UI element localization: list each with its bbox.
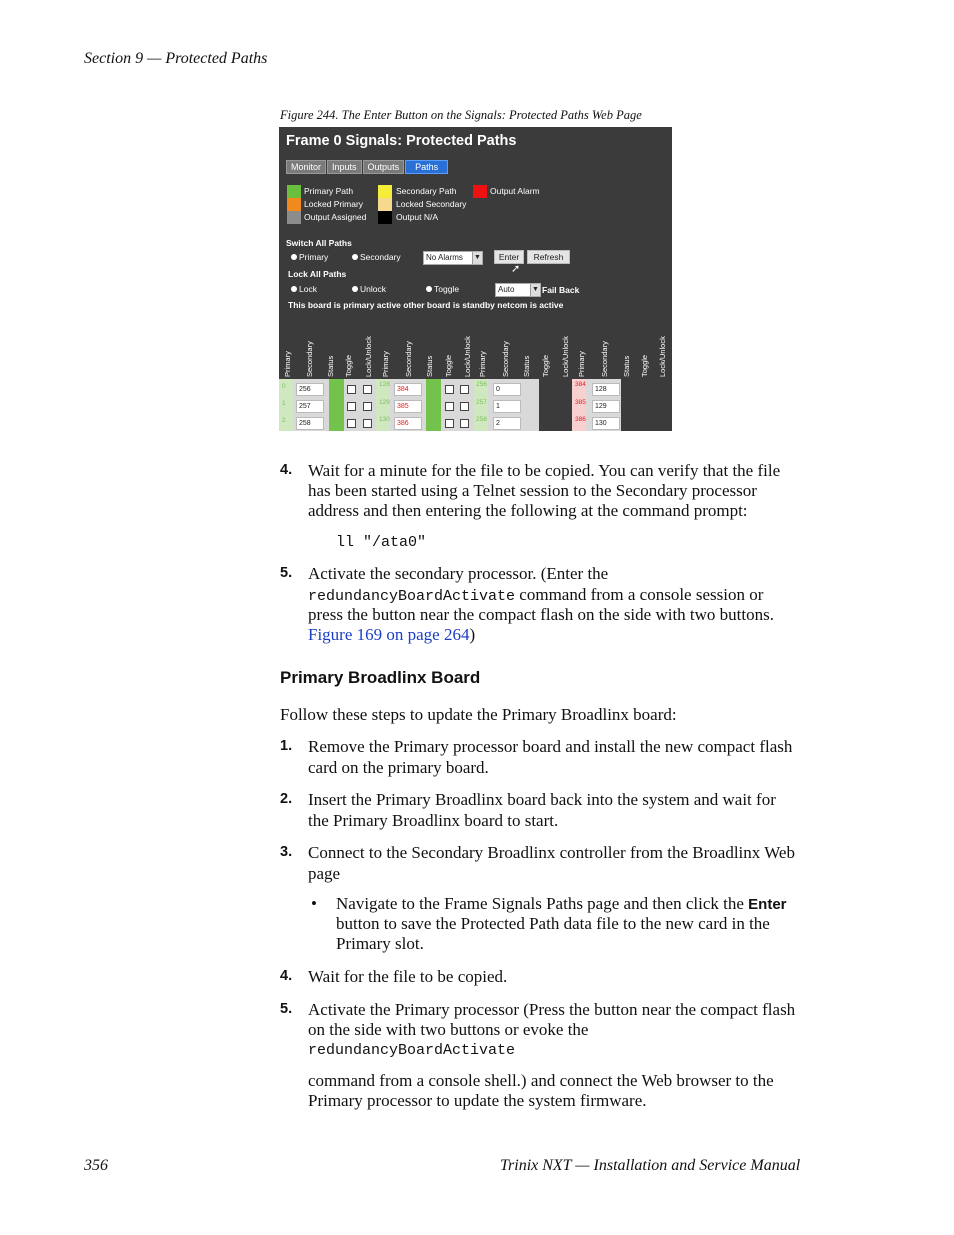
step-text: Connect to the Secondary Broadlinx controller from the Broadlinx Web — [308, 843, 795, 862]
status-text: This board is primary active other board is standby netcom is active — [288, 300, 564, 310]
col-toggle: Toggle — [640, 354, 649, 377]
path-input[interactable]: 0 — [493, 383, 521, 396]
failback-select[interactable]: Auto ▼ — [495, 283, 541, 297]
tab-paths[interactable]: Paths — [405, 160, 448, 174]
row-index: 256 — [476, 381, 487, 388]
step-text: redundancyBoardActivate command from a console session or — [308, 585, 764, 605]
legend-swatch-output-assigned — [287, 211, 301, 224]
status-green — [329, 379, 344, 431]
lock-checkbox[interactable] — [363, 385, 372, 394]
row-index: 384 — [575, 381, 586, 388]
path-input[interactable]: 258 — [296, 417, 324, 430]
command-line: ll "/ata0" — [336, 534, 427, 551]
col-status: Status — [622, 355, 631, 377]
row-index: 129 — [379, 399, 390, 406]
row-index: 1 — [282, 400, 286, 407]
step-text: Wait for the file to be copied. — [308, 967, 508, 986]
row-index: 257 — [476, 399, 487, 406]
col-lock-unlock: Lock/Unlock — [561, 336, 570, 377]
legend-label: Secondary Path — [396, 186, 457, 196]
row-index: 258 — [476, 416, 487, 423]
bullet-icon: • — [311, 894, 317, 913]
legend-swatch-output-na — [378, 211, 392, 224]
col-lock-unlock: Lock/Unlock — [364, 336, 373, 377]
grid-body — [279, 379, 672, 431]
running-header: Section 9 — Protected Paths — [84, 50, 268, 67]
step-number: 3. — [280, 844, 293, 860]
page-title: Frame 0 Signals: Protected Paths — [286, 133, 517, 149]
intro-text: Follow these steps to update the Primary Broadlinx board: — [280, 705, 677, 724]
step-text: has been started using a Telnet session to the Secondary processor — [308, 481, 757, 500]
col-primary: Primary — [283, 351, 292, 377]
path-input[interactable]: 129 — [592, 400, 620, 413]
step-text: Wait for a minute for the file to be copied. You can verify that the file — [308, 461, 781, 480]
step-text: Insert the Primary Broadlinx board back into the system and wait for — [308, 790, 776, 809]
col-secondary: Secondary — [600, 341, 609, 377]
page-number: 356 — [84, 1157, 108, 1174]
col-secondary: Secondary — [404, 341, 413, 377]
row-index: 2 — [282, 417, 286, 424]
step-number: 4. — [280, 462, 293, 478]
switch-all-label: Switch All Paths — [286, 238, 352, 248]
legend-swatch-primary-path — [287, 185, 301, 198]
step-text: page — [308, 864, 341, 883]
manual-title: Trinix NXT — Installation and Service Manual — [500, 1157, 801, 1174]
failback-label: Fail Back — [542, 285, 580, 295]
step-number: 5. — [280, 565, 293, 581]
row-index: 0 — [282, 383, 286, 390]
lock-checkbox[interactable] — [460, 402, 469, 411]
legend-swatch-locked-primary — [287, 198, 301, 211]
legend-swatch-locked-secondary — [378, 198, 392, 211]
refresh-button[interactable]: Refresh — [527, 250, 570, 264]
col-secondary: Secondary — [305, 341, 314, 377]
tab-monitor[interactable]: Monitor — [286, 160, 326, 174]
row-index: 386 — [575, 416, 586, 423]
legend-label: Primary Path — [304, 186, 354, 196]
col-secondary: Secondary — [501, 341, 510, 377]
path-input[interactable]: 256 — [296, 383, 324, 396]
tab-inputs[interactable]: Inputs — [327, 160, 362, 174]
figure-link[interactable]: Figure 169 on page 264 — [308, 625, 470, 644]
path-input[interactable]: 386 — [394, 417, 422, 430]
col-status: Status — [522, 355, 531, 377]
step-text: on the side with two buttons or evoke the — [308, 1020, 589, 1039]
step-text: Activate the secondary processor. (Enter the — [308, 564, 609, 583]
switch-primary-radio[interactable]: Primary — [291, 252, 328, 262]
legend-swatch-output-alarm — [473, 185, 487, 198]
toggle-checkbox[interactable] — [445, 419, 454, 428]
toggle-checkbox[interactable] — [347, 385, 356, 394]
lock-checkbox[interactable] — [460, 385, 469, 394]
col-lock-unlock: Lock/Unlock — [658, 336, 667, 377]
unlock-radio[interactable]: Unlock — [352, 284, 386, 294]
code-text: redundancyBoardActivate — [308, 1042, 516, 1059]
toggle-checkbox[interactable] — [347, 402, 356, 411]
lock-checkbox[interactable] — [460, 419, 469, 428]
step-text: Remove the Primary processor board and install the new compact flash — [308, 737, 793, 756]
step-text: Activate the Primary processor (Press the button near the compact flash — [308, 1000, 796, 1019]
tab-outputs[interactable]: Outputs — [363, 160, 405, 174]
lock-checkbox[interactable] — [363, 402, 372, 411]
col-status: Status — [425, 355, 434, 377]
legend-label: Output N/A — [396, 212, 439, 222]
switch-secondary-radio[interactable]: Secondary — [352, 252, 401, 262]
step-text: Primary processor to update the system firmware. — [308, 1091, 647, 1110]
bullet-text: Navigate to the Frame Signals Paths page and then click the Enter — [336, 894, 787, 913]
path-input[interactable]: 384 — [394, 383, 422, 396]
path-input[interactable]: 385 — [394, 400, 422, 413]
step-text: card on the primary board. — [308, 758, 489, 777]
tab-bar — [286, 160, 449, 174]
lock-radio[interactable]: Lock — [291, 284, 317, 294]
lock-all-label: Lock All Paths — [288, 269, 347, 279]
col-toggle: Toggle — [344, 354, 353, 377]
row-index: 128 — [379, 381, 390, 388]
enter-button[interactable]: Enter — [494, 250, 524, 264]
path-input[interactable]: 130 — [592, 417, 620, 430]
path-input[interactable]: 257 — [296, 400, 324, 413]
step-number: 5. — [280, 1001, 293, 1017]
col-toggle: Toggle — [541, 354, 550, 377]
legend-swatch-secondary-path — [378, 185, 392, 198]
step-number: 1. — [280, 738, 293, 754]
status-green — [426, 379, 441, 431]
legend-label: Output Assigned — [304, 212, 367, 222]
protected-paths-screenshot — [279, 127, 672, 431]
col-primary: Primary — [577, 351, 586, 377]
bullet-text: Primary slot. — [336, 934, 424, 953]
col-toggle: Toggle — [444, 354, 453, 377]
dark-band — [539, 379, 572, 431]
step-number: 2. — [280, 791, 293, 807]
col-primary: Primary — [381, 351, 390, 377]
step-text: address and then entering the following at the command prompt: — [308, 501, 748, 520]
bullet-text: button to save the Protected Path data file to the new card in the — [336, 914, 770, 933]
legend-label: Output Alarm — [490, 186, 540, 196]
toggle-radio[interactable]: Toggle — [426, 284, 459, 294]
toggle-checkbox[interactable] — [445, 385, 454, 394]
path-input[interactable]: 1 — [493, 400, 521, 413]
legend-label: Locked Primary — [304, 199, 364, 209]
step-text: the Primary Broadlinx board to start. — [308, 811, 559, 830]
step-text: command from a console shell.) and connect the Web browser to the — [308, 1071, 774, 1090]
row-index: 130 — [379, 416, 390, 423]
col-primary: Primary — [478, 351, 487, 377]
alarm-select[interactable]: No Alarms ▼ — [423, 251, 483, 265]
step-text: Figure 169 on page 264) — [308, 625, 476, 644]
mouse-cursor-icon: ➚ — [511, 263, 521, 275]
dark-band — [621, 379, 672, 431]
toggle-checkbox[interactable] — [445, 402, 454, 411]
col-lock-unlock: Lock/Unlock — [463, 336, 472, 377]
col-status: Status — [326, 355, 335, 377]
legend-label: Locked Secondary — [396, 199, 467, 209]
path-input[interactable]: 128 — [592, 383, 620, 396]
step-number: 4. — [280, 968, 293, 984]
section-heading: Primary Broadlinx Board — [280, 668, 481, 687]
lock-checkbox[interactable] — [363, 419, 372, 428]
toggle-checkbox[interactable] — [347, 419, 356, 428]
row-index: 385 — [575, 399, 586, 406]
figure-caption: Figure 244. The Enter Button on the Signals: Protected Paths Web Page — [280, 108, 642, 122]
path-input[interactable]: 2 — [493, 417, 521, 430]
step-text: press the button near the compact flash on the side with two buttons. — [308, 605, 774, 624]
grid-header — [279, 327, 672, 379]
